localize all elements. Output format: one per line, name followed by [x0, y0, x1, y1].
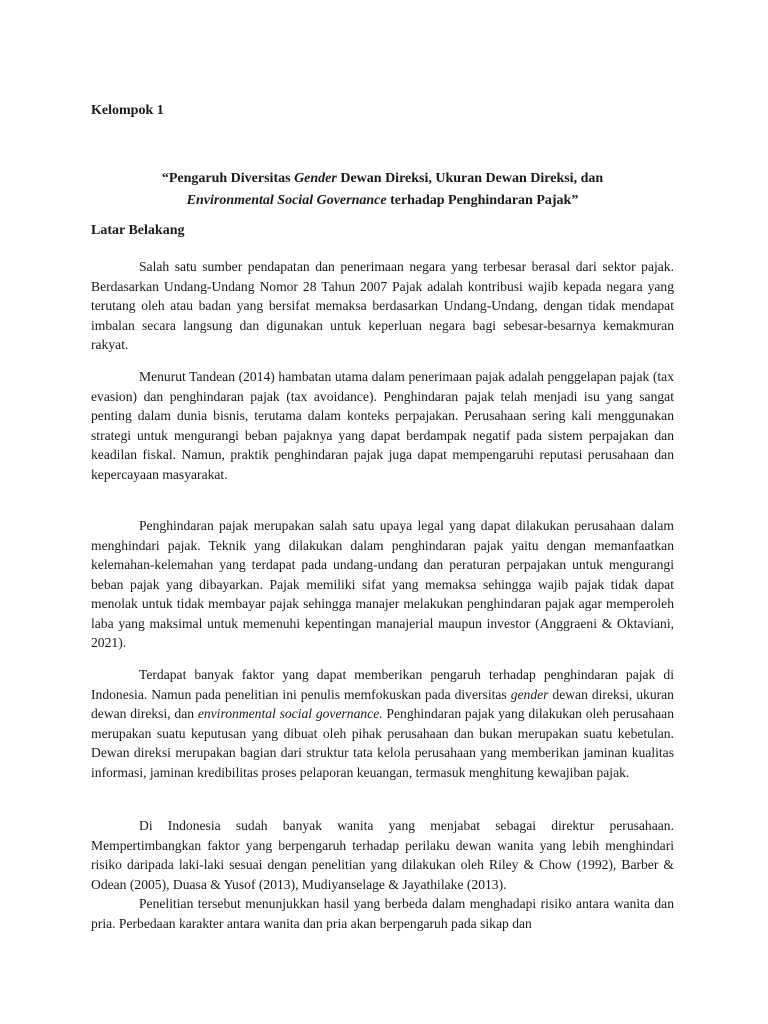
paragraph-5-part-b: Penelitian tersebut menunjukkan hasil yang berbeda dalam menghadapi risiko antara wanita dan pria. Perbedaan karakter antara wanita dan pria akan berpengaruh pada sikap dan: [91, 896, 674, 931]
title-part-2: Dewan Direksi, Ukuran Dewan Direksi, dan: [336, 171, 604, 186]
paragraph-4: [91, 665, 674, 782]
section-heading: Latar Belakang: [91, 223, 185, 238]
paragraph-4-part-a: Terdapat banyak faktor yang dapat memberikan pengaruh terhadap penghindaran pajak di Indonesia. Namun pada penelitian ini penulis memfokuskan pada diversitas: [91, 667, 674, 702]
title-part-3: terhadap Penghindaran Pajak: [386, 193, 572, 208]
paragraph-5: [91, 816, 674, 933]
paragraph-4-part-c: Penghindaran pajak yang dilakukan oleh perusahaan merupakan suatu keputusan yang dibuat oleh pihak perusahaan dan bukan merupakan suatu kebetulan. Dewan direksi merupakan bagian dari struktur tata kelola perusahaan yang memberikan jaminan kualitas informasi, jaminan kredibilitas proses pelaporan keuangan, termasuk menghitung kewajiban pajak.: [91, 706, 675, 780]
paragraph-1: Salah satu sumber pendapatan dan penerimaan negara yang terbesar berasal dari sektor pajak. Berdasarkan Undang-Undang Nomor 28 Tahun 2007 Pajak adalah kontribusi wajib kepada negara yang terutang oleh atau badan yang bersifat memaksa berdasarkan Undang-Undang, dengan tidak mendapat imbalan secara langsung dan digunakan untuk keperluan negara bagi sebesar-besarnya kemakmuran rakyat.: [91, 259, 674, 352]
title-esg: Environmental Social Governance: [186, 193, 387, 208]
paragraph-4-gender: gender: [510, 686, 549, 702]
group-label: Kelompok 1: [91, 103, 164, 118]
document-page: [91, 0, 674, 1024]
paragraph-5-part-a: Di Indonesia sudah banyak wanita yang menjabat sebagai direktur perusahaan. Mempertimbangkan faktor yang berpengaruh terhadap perilaku dewan wanita yang lebih menghindari risiko daripada laki-laki sesuai dengan penelitian yang dilakukan oleh Riley & Chow (1992), Barber & Odean (2005), Duasa & Yusof (2013), Mudiyanselage & Jayathilake (2013).: [91, 818, 674, 892]
title-open-quote: “: [161, 171, 169, 186]
paragraph-2: Menurut Tandean (2014) hambatan utama dalam penerimaan pajak adalah penggelapan pajak (tax evasion) dan penghindaran pajak (tax avoidance). Penghindaran pajak telah menjadi isu yang sangat penting dalam dunia bisnis, terutama dalam konteks perpajakan. Perusahaan sering kali menggunakan strategi untuk mengurangi beban pajaknya yang dapat berdampak negatif pada sistem perpajakan dan keadilan fiskal. Namun, praktik penghindaran pajak juga dapat mempengaruhi reputasi perusahaan dan kepercayaan masyarakat.: [91, 369, 674, 482]
paper-title: [91, 168, 674, 212]
title-gender: Gender: [294, 171, 337, 186]
title-part-1: Pengaruh Diversitas: [168, 171, 295, 186]
paragraph-4-part-b: dewan direksi, ukuran dewan direksi, dan: [91, 686, 674, 721]
paragraph-3: Penghindaran pajak merupakan salah satu upaya legal yang dapat dilakukan perusahaan dalam menghindari pajak. Teknik yang dilakukan dalam penghindaran pajak yaitu dengan memanfaatkan kelemahan-kelemahan yang terdapat pada undang-undang dan peraturan perpajakan untuk mengurangi beban pajak yang dibayarkan. Pajak memiliki sifat yang memaksa sehingga wajib pajak tidak dapat menolak untuk tidak membayar pajak sehingga manajer melakukan penghindaran pajak agar memperoleh laba yang maksimal untuk memenuhi kepentingan manajerial maupun investor (Anggraeni & Oktaviani, 2021).: [91, 518, 674, 650]
paragraph-4-esg: environmental social governance.: [197, 706, 383, 721]
title-close-quote: ”: [571, 193, 579, 208]
